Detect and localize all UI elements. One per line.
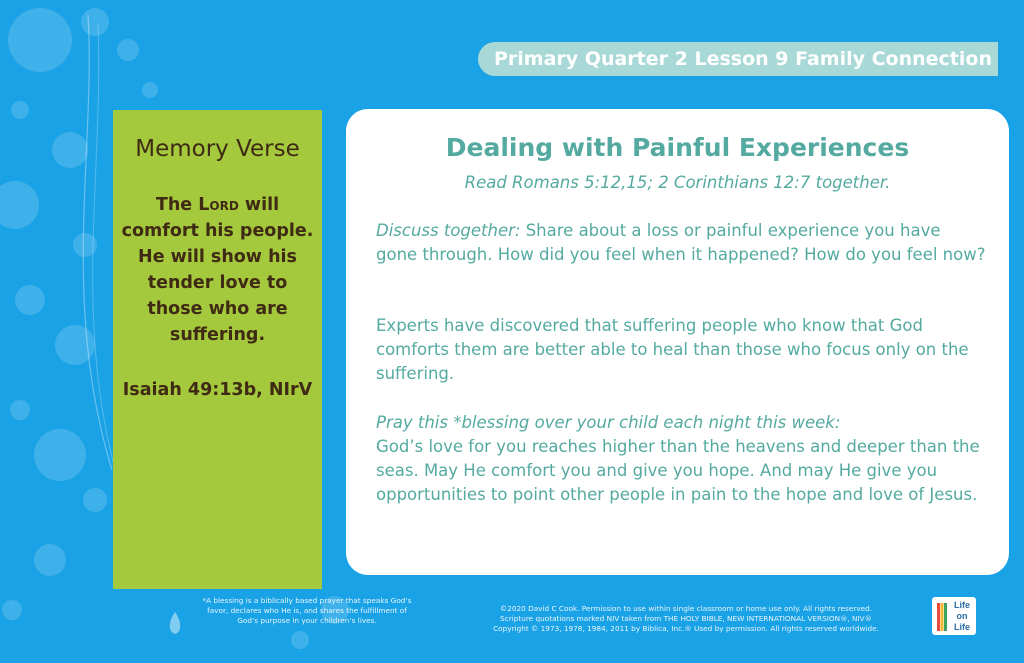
memory-verse-text (121, 192, 314, 348)
discuss-text: Share about a loss or painful experience you have gone through. How did you feel when it happened? How do you feel now? (376, 221, 986, 264)
logo-stripes-icon (937, 603, 947, 631)
memory-verse-reference: Isaiah 49:13b, NIrV (122, 380, 313, 400)
discuss-paragraph (376, 219, 986, 267)
discuss-label: Discuss together: (376, 221, 521, 240)
copyright-line-2: Scripture quotations marked NIV taken from THE HOLY BIBLE, NEW INTERNATIONAL VERSION®, NIV® (500, 614, 872, 623)
memory-verse-card (113, 110, 322, 589)
prayer-label: Pray this *blessing over your child each night this week: (376, 413, 841, 432)
logo-text (949, 600, 975, 633)
page-title: Primary Quarter 2 Lesson 9 Family Connection (494, 48, 992, 70)
prayer-paragraph (376, 411, 986, 507)
logo-text-line-3: Life (953, 622, 970, 632)
copyright-line-1: ©2020 David C Cook. Permission to use within single classroom or home use only. All rights reserved. (499, 604, 873, 613)
copyright-notice (452, 604, 920, 634)
verse-text-start: The (155, 195, 199, 215)
lesson-title: Dealing with Painful Experiences (445, 133, 910, 162)
prayer-text: God’s love for you reaches higher than the heavens and deeper than the seas. May He comfort you and give you hope. And may He give you opportunities to point other people in pain to the hope and love of Jesus. (376, 437, 980, 504)
memory-verse-title: Memory Verse (135, 136, 300, 162)
lesson-card (346, 109, 1009, 575)
verse-text-end: will comfort his people. He will show his tender love to those who are suffering. (121, 195, 314, 345)
verse-lord-smallcaps: Lord (198, 195, 239, 215)
logo-text-line-2: on (956, 611, 968, 621)
lesson-subtitle: Read Romans 5:12,15; 2 Corinthians 12:7 together. (464, 173, 891, 192)
copyright-line-3: Copyright © 1973, 1978, 1984, 2011 by Biblica, Inc.® Used by permission. All rights reserved worldwide. (493, 624, 879, 633)
experts-paragraph: Experts have discovered that suffering people who know that God comforts them are better able to heal than those who focus only on the suffering. (376, 316, 969, 383)
blessing-footnote: *A blessing is a biblically based prayer that speaks God’s favor, declares who He is, and shares the fulfillment of God’s purpose in your children’s lives. (202, 596, 412, 625)
life-on-life-logo (932, 597, 976, 635)
logo-text-line-1: Life (953, 600, 970, 610)
